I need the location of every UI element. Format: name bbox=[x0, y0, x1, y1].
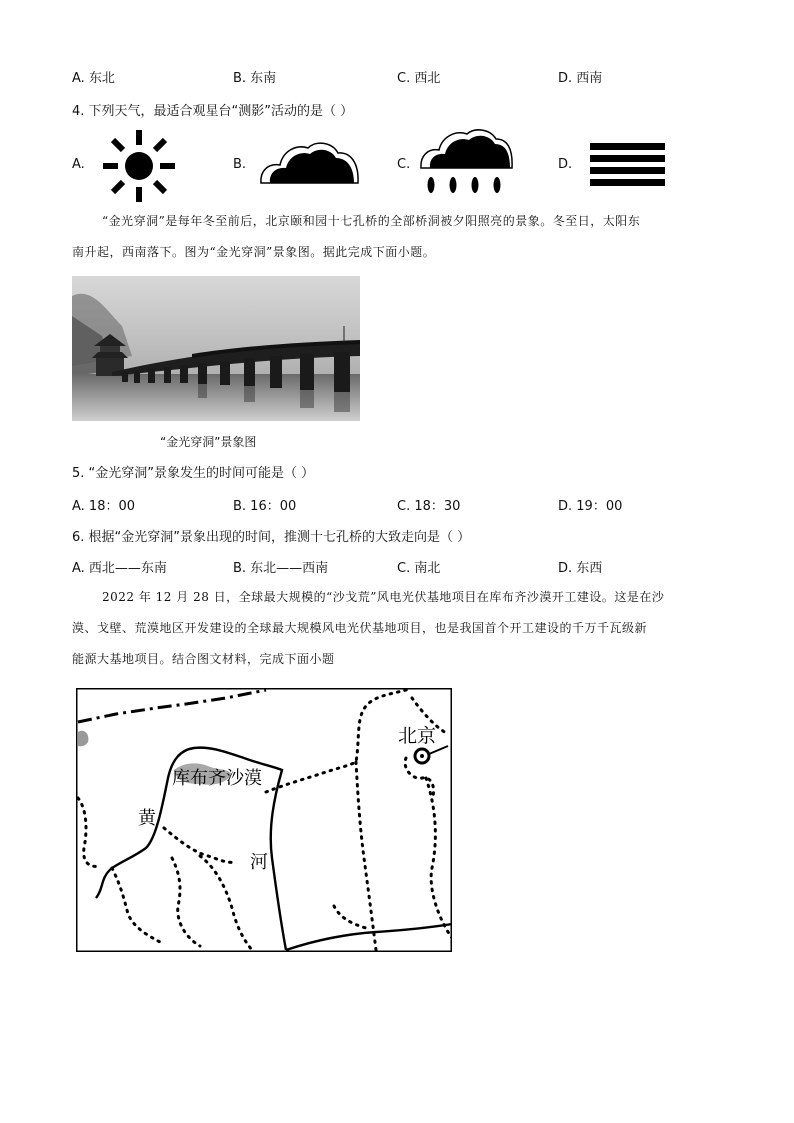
passage-2-line-2: 漠、戈壁、荒漠地区开发建设的全球最大规模风电光伏基地项目，也是我国首个开工建设的千万千瓦级新 bbox=[72, 621, 648, 635]
q6-option-d: D. 东西 bbox=[558, 561, 603, 576]
q4-option-b-label: B. bbox=[233, 157, 247, 172]
q6-option-b: B. 东北——西南 bbox=[233, 561, 329, 576]
passage-2-line-3: 能源大基地项目。结合图文材料，完成下面小题 bbox=[72, 652, 335, 666]
sun-icon bbox=[100, 128, 178, 204]
q6-option-a: A. 西北——东南 bbox=[72, 561, 167, 576]
option-b: B. 东南 bbox=[233, 71, 277, 86]
cloudy-icon bbox=[258, 138, 362, 186]
question-5-stem: 5. “金光穿洞”景象发生的时间可能是（ ） bbox=[72, 466, 315, 481]
river-label-he: 河 bbox=[250, 852, 268, 873]
rain-icon bbox=[418, 128, 514, 198]
desert-label: 库布齐沙漠 bbox=[172, 768, 262, 789]
passage-2-line-1: 2022 年 12 月 28 日，全球最大规模的“沙戈荒”风电光伏基地项目在库布齐沙漠开工建设。这是在沙 bbox=[102, 590, 665, 604]
q5-option-d: D. 19：00 bbox=[558, 499, 623, 514]
bridge-photo bbox=[72, 276, 360, 421]
option-a: A. 东北 bbox=[72, 71, 115, 86]
q5-option-b: B. 16：00 bbox=[233, 499, 297, 514]
q4-option-c-label: C. bbox=[397, 157, 411, 172]
q4-option-a-label: A. bbox=[72, 157, 85, 172]
option-c: C. 西北 bbox=[397, 71, 441, 86]
option-d: D. 西南 bbox=[558, 71, 603, 86]
beijing-label: 北京 bbox=[398, 725, 437, 747]
photo-caption: “金光穿洞”景象图 bbox=[160, 435, 257, 449]
passage-1-line-1: “金光穿洞”是每年冬至前后，北京颐和园十七孔桥的全部桥洞被夕阳照亮的景象。冬至日，太阳东 bbox=[102, 214, 641, 228]
q5-option-a: A. 18：00 bbox=[72, 499, 136, 514]
question-4-stem: 4. 下列天气，最适合观星台“测影”活动的是（ ） bbox=[72, 104, 354, 119]
q6-option-c: C. 南北 bbox=[397, 561, 441, 576]
q5-option-c: C. 18：30 bbox=[397, 499, 461, 514]
river-label-huang: 黄 bbox=[138, 808, 156, 829]
q4-option-d-label: D. bbox=[558, 157, 573, 172]
fog-icon bbox=[590, 143, 666, 187]
passage-1-line-2: 南升起，西南落下。图为“金光穿洞”景象图。据此完成下面小题。 bbox=[72, 245, 436, 259]
map-figure bbox=[76, 688, 452, 952]
question-6-stem: 6. 根据“金光穿洞”景象出现的时间，推测十七孔桥的大致走向是（ ） bbox=[72, 530, 471, 545]
